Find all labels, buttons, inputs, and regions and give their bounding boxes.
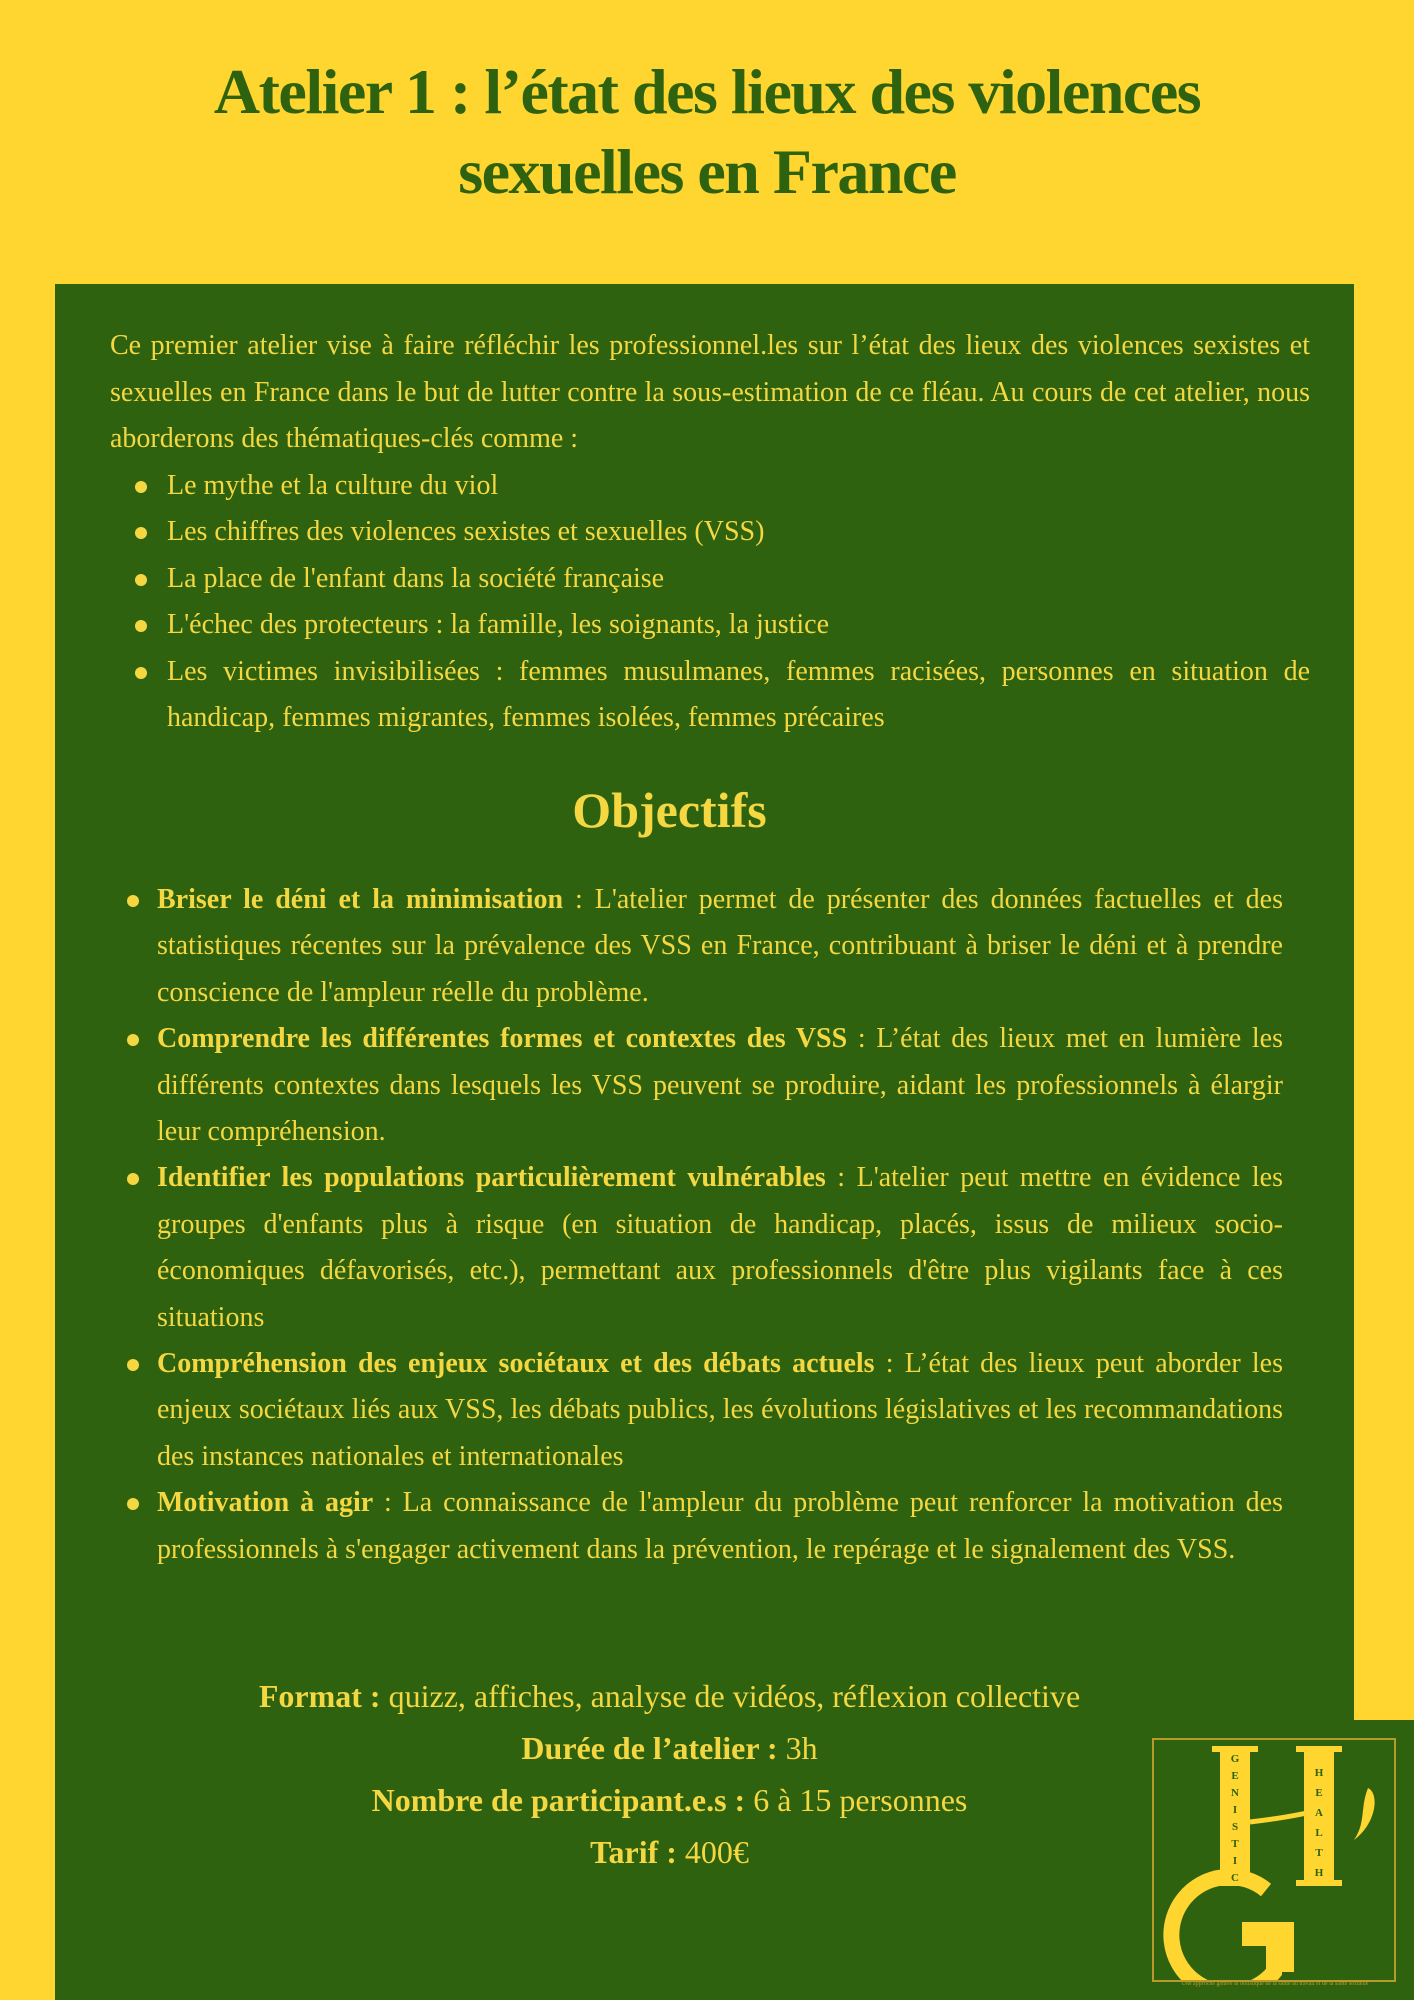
svg-text:I: I <box>1232 1855 1238 1867</box>
list-item <box>157 1016 1283 1155</box>
objective-title: Compréhension des enjeux sociétaux et des débats actuels <box>157 1348 875 1380</box>
svg-text:T: T <box>1231 1838 1239 1850</box>
objective-title: Comprendre les différentes formes et contextes des VSS <box>157 1023 848 1055</box>
title-line-1: Atelier 1 : l’état des lieux des violences <box>213 56 1201 127</box>
page-title <box>0 52 1414 212</box>
format-value: quizz, affiches, analyse de vidéos, réflexion collective <box>380 1678 1081 1714</box>
svg-text:E: E <box>1315 1787 1323 1799</box>
svg-text:C: C <box>1231 1872 1239 1884</box>
list-item: La place de l'enfant dans la société française <box>167 556 1310 603</box>
list-item: Les victimes invisibilisées : femmes musulmanes, femmes racisées, personnes en situation de handicap, femmes migrantes, femmes isolées, femmes précaires <box>167 649 1310 742</box>
objective-text: : L'atelier peut mettre en évidence les groupes d'enfants plus à risque (en situation de handicap, placés, issus de milieux socio-économiques défavorisés, etc.), permettant aux professionnels d'être plus vigilants face à ces situations <box>157 1162 1283 1333</box>
format-label: Format : <box>258 1678 381 1714</box>
objectives-heading: Objectifs <box>572 782 767 838</box>
duration-line <box>0 1722 1339 1774</box>
intro-section <box>110 323 1310 742</box>
objective-title: Briser le déni et la minimisation <box>157 884 564 915</box>
svg-text:E: E <box>1231 1770 1239 1782</box>
participants-line <box>0 1774 1339 1826</box>
svg-text:H: H <box>1314 1767 1324 1779</box>
list-item <box>157 1341 1283 1480</box>
topics-list <box>110 463 1310 742</box>
objective-text: : L’état des lieux met en lumière les différents contextes dans lesquels les VSS peuvent se produire, aidant les professionnels à élargir leur compréhension. <box>157 1023 1283 1148</box>
intro-paragraph: Ce premier atelier vise à faire réfléchir les professionnel.les sur l’état des lieux des violences sexistes et sexuelles en France dans le but de lutter contre la sous-estimation de ce fléau. Au cours de cet atelier, nous aborderons des thématiques-clés comme : <box>110 330 1310 454</box>
list-item: L'échec des protecteurs : la famille, les soignants, la justice <box>167 602 1310 649</box>
participants-value: 6 à 15 personnes <box>745 1782 968 1818</box>
objective-text: : L’état des lieux peut aborder les enjeux sociétaux liés aux VSS, les débats publics, les évolutions législatives et les recommandations des instances nationales et internationales <box>157 1348 1283 1472</box>
svg-text:H: H <box>1314 1867 1324 1879</box>
svg-text:N: N <box>1231 1787 1239 1799</box>
participants-label: Nombre de participant.e.s : <box>371 1782 746 1818</box>
list-item <box>157 877 1283 1016</box>
logo-graphic <box>1154 1740 1394 1980</box>
list-item <box>157 1480 1283 1573</box>
svg-text:A: A <box>1315 1807 1323 1819</box>
logo-tagline: Une approche genrée & holistique de la santé au travail et de la santé sexuelle <box>1181 1981 1369 1987</box>
svg-text:T: T <box>1315 1847 1323 1859</box>
objective-title: Motivation à agir <box>157 1487 374 1519</box>
objective-text: : La connaissance de l'ampleur du problème peut renforcer la motivation des professionnels à s'engager activement dans la prévention, le repérage et le signalement des VSS. <box>157 1487 1283 1565</box>
price-label: Tarif : <box>590 1834 677 1870</box>
duration-label: Durée de l’atelier : <box>521 1730 778 1766</box>
list-item: Les chiffres des violences sexistes et sexuelles (VSS) <box>167 509 1310 556</box>
duration-value: 3h <box>777 1730 818 1766</box>
format-line <box>0 1670 1339 1722</box>
genistic-health-logo <box>1152 1738 1396 1982</box>
title-line-2: sexuelles en France <box>458 136 956 207</box>
list-item <box>157 1155 1283 1341</box>
svg-text:L: L <box>1315 1827 1323 1839</box>
workshop-info <box>0 1670 1339 1878</box>
svg-text:I: I <box>1232 1804 1238 1816</box>
svg-text:S: S <box>1231 1821 1239 1833</box>
price-value: 400€ <box>676 1834 749 1870</box>
objectives-list <box>157 877 1283 1573</box>
objective-text: : L'atelier permet de présenter des données factuelles et des statistiques récentes sur la prévalence des VSS en France, contribuant à briser le déni et à prendre conscience de l'ampleur réelle du problème. <box>157 884 1283 1008</box>
svg-text:G: G <box>1230 1753 1240 1765</box>
list-item: Le mythe et la culture du viol <box>167 463 1310 510</box>
price-line <box>0 1826 1339 1878</box>
objective-title: Identifier les populations particulièrement vulnérables <box>157 1162 826 1194</box>
